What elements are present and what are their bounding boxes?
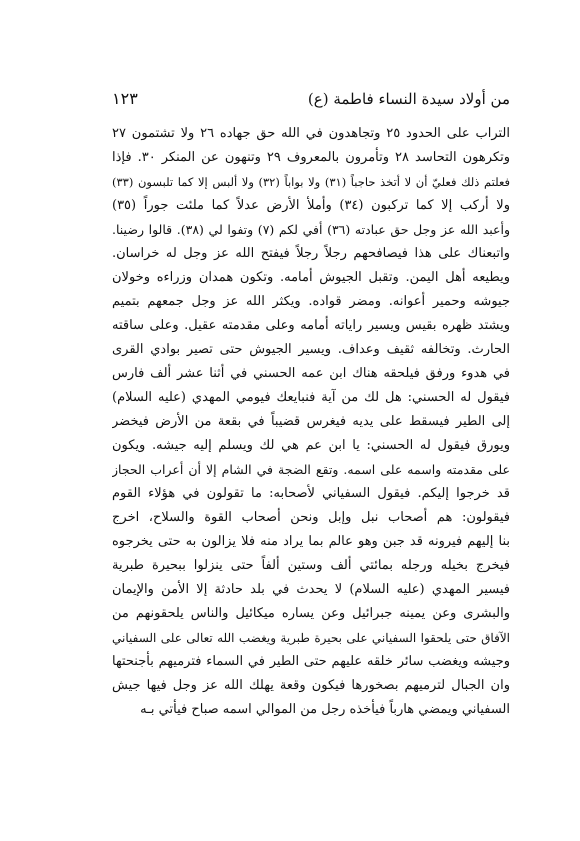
text-line: وتكرهون التحاسد ٢٨ وتأمرون بالمعروف ٢٩ وتنهون عن المنكر ٣٠. فإذا xyxy=(112,150,510,165)
text-line: واتبعناك على هذا فيصافحهم رجلاً رجلاً فيفتح الله عز وجل له خراسان. xyxy=(112,246,510,261)
page-number: ١٢٣ xyxy=(112,89,138,108)
text-line: وان الجبال لترميهم بصخورها فيكون وقعة يهلك الله عز وجل فيها جيش xyxy=(112,678,510,693)
body-text xyxy=(112,122,510,722)
text-line: وجيشه ويغضب سائر خلقه عليهم حتى الطير في السماء فترميهم بأجنحتها xyxy=(112,654,510,669)
page-header xyxy=(112,88,510,114)
text-line: جيوشه وحمير أعوانه. ومضر قواده. ويكثر الله عز وجل جمعهم بتميم xyxy=(112,294,510,309)
running-title: من أولاد سيدة النساء فاطمة (ع) xyxy=(307,90,510,108)
text-line: قد خرجوا إليكم. فيقول السفياني لأصحابه: ما تقولون في هؤلاء القوم xyxy=(112,486,510,501)
text-line: ويورق فيقول له الحسني: يا ابن عم هي لك ويسلم إليه جيشه. ويكون xyxy=(112,438,510,453)
text-line: ويشتد ظهره بقيس ويسير راياته أمامه وعلى مقدمته عقيل. وعلى ساقته xyxy=(112,318,510,333)
text-line: فعلتم ذلك فعليّ أن لا أتخذ حاجباً (٣١) ولا بواباً (٣٢) ولا ألبس إلا كما تلبسون (٣٣) xyxy=(112,175,510,189)
text-line: وأعبد الله عز وجل حق عبادته (٣٦) أفي لكم (٧) وتفوا لي (٣٨). قالوا رضينا. xyxy=(112,222,510,237)
text-line: الآفاق حتى يلحقوا السفياني على بحيرة طبرية ويغضب الله تعالى على السفياني xyxy=(112,631,510,645)
text-line: التراب على الحدود ٢٥ وتجاهدون في الله حق جهاده ٢٦ ولا تشتمون ٢٧ xyxy=(112,126,510,141)
text-line: على مقدمته واسمه على اسمه. وتقع الضجة في الشام إلا أن أعراب الحجاز xyxy=(112,462,510,477)
text-line: في هدوء ورفق فيلحقه هناك ابن عمه الحسني في أثنا عشر ألف فارس xyxy=(112,366,510,381)
text-line: فيقولون: هم أصحاب نبل وإبل ونحن أصحاب القوة والسلاح، اخرج xyxy=(112,510,510,525)
text-line: ويطيعه أهل اليمن. وتقبل الجيوش أمامه. وتكون همدان وزراءه وخولان xyxy=(112,270,510,285)
text-line: والبشرى وعن يمينه جبرائيل وعن يساره ميكائيل والناس يلحقونهم من xyxy=(112,606,510,621)
text-line: فيسير المهدي (عليه السلام) لا يحدث في بلد حادثة إلا الأمن والإيمان xyxy=(112,582,510,597)
text-line: الحارث. وتخالفه ثقيف وعداف. ويسير الجيوش حتى تصير بوادي القرى xyxy=(112,342,510,357)
text-line: فيقول له الحسني: هل لك من آية فنبايعك فيومي المهدي (عليه السلام) xyxy=(112,390,510,405)
text-line: بنا إليهم فيرونه قد جبن وهو عالم بما يراد منه فلا يزالون به حتى يخرجوه xyxy=(112,534,510,549)
text-line: السفياني ويمضي هارباً فيأخذه رجل من الموالي اسمه صباح فيأتي بـه xyxy=(140,702,510,717)
text-line: فيخرج بخيله ورجله بمائتي ألف وستين ألفاً حتى ينزلوا ببحيرة طبرية xyxy=(112,558,510,573)
text-line: إلى الطير فيسقط على يديه فيغرس قضيباً في بقعة من الأرض فيخضر xyxy=(112,414,510,429)
text-line: ولا أركب إلا كما تركبون (٣٤) وأملأ الأرض عدلاً كما ملئت جوراً (٣٥) xyxy=(112,198,510,213)
